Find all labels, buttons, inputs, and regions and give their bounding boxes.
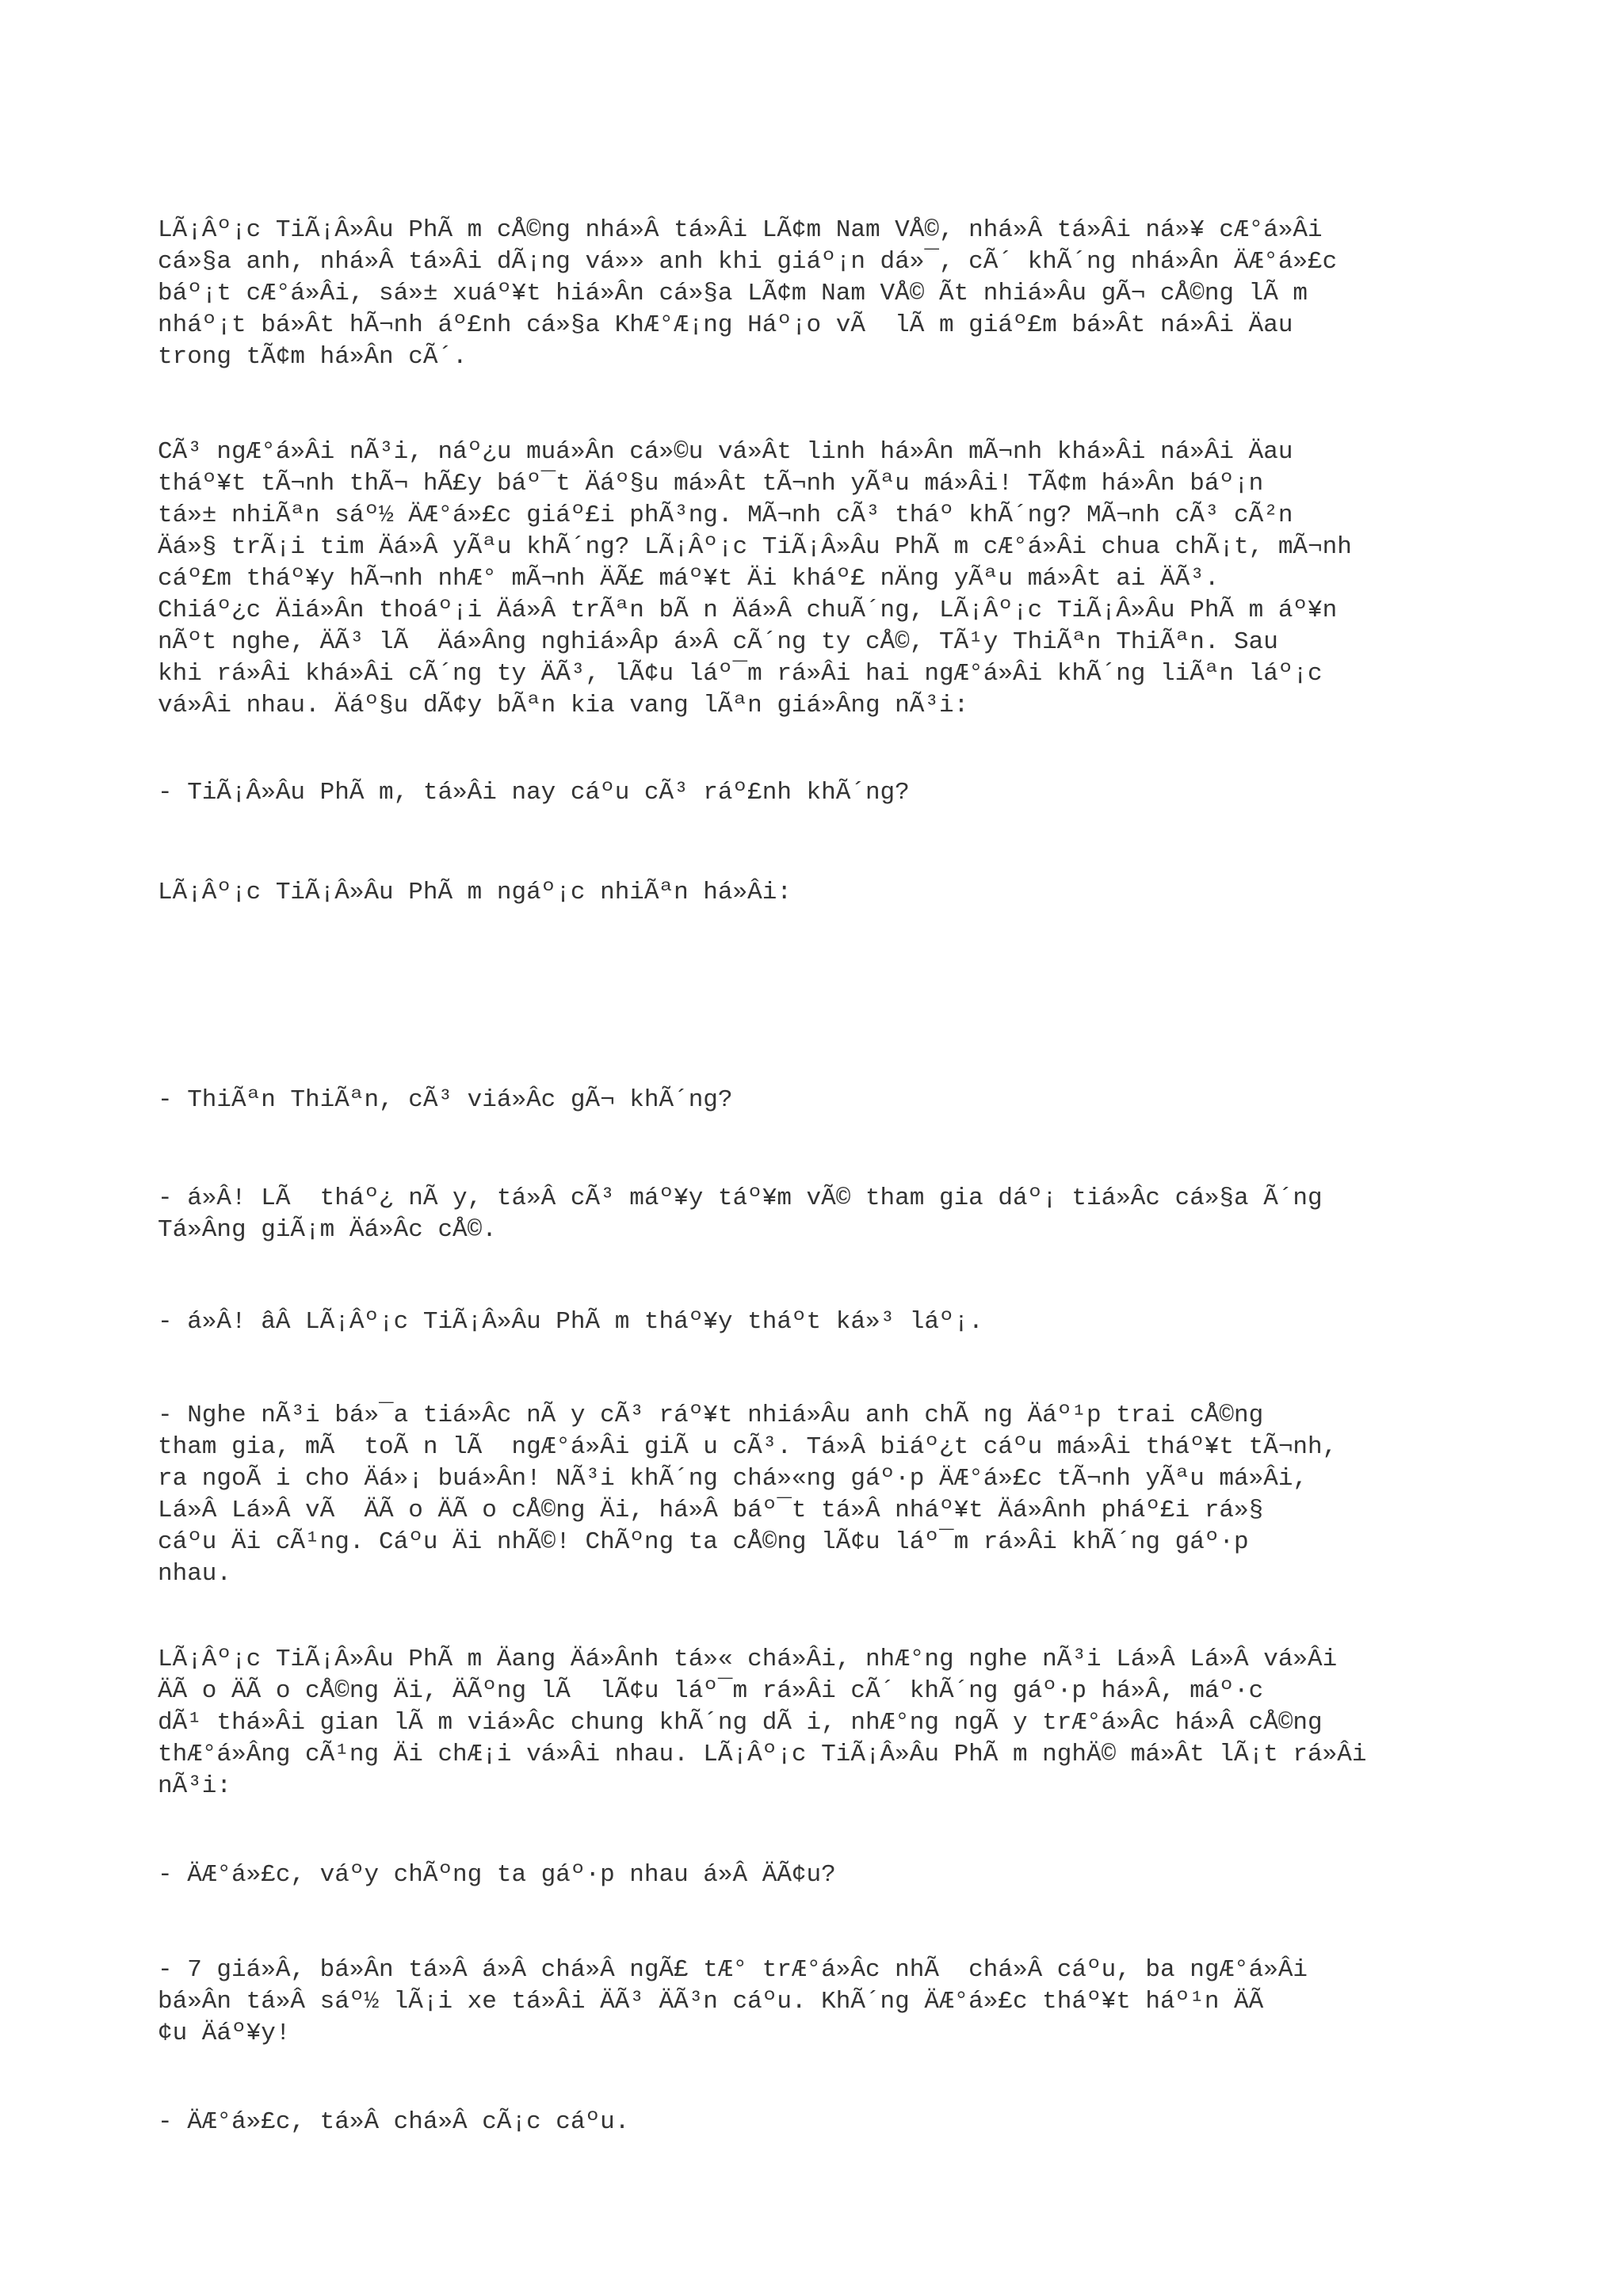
- paragraph-5: - ThiÃªn ThiÃªn, cÃ³ viá»Âc gÃ¬ khÃ´ng?: [158, 1086, 733, 1114]
- paragraph-11: - 7 giá»Â, bá»Ân tá»Â á»Â chá»Â ngÃ£ tÆ° trÆ°á»Âc nhÃ chá»Â cáºu, ba ngÆ°á»Âi bá»Ân tá»Â sáº½ lÃ¡i xe tá»Âi ÄÃ³ ÄÃ³n cáºu. KhÃ´ng ÄÆ°á»£c tháº¥t háº¹n ÄÃ ¢u Äáº¥y!: [158, 1956, 1308, 2047]
- paragraph-4: LÃ¡Âº¡c TiÃ¡Â»Âu PhÃ m ngáº¡c nhiÃªn há»Âi:: [158, 879, 792, 906]
- paragraph-9: LÃ¡Âº¡c TiÃ¡Â»Âu PhÃ m Äang Äá»Ânh tá»« chá»Âi, nhÆ°ng nghe nÃ³i Lá»Â Lá»Â vá»Âi ÄÃ o ÄÃ o cÅ©ng Äi, ÄÃºng lÃ lÃ¢u láº¯m rá»Âi cÃ´ khÃ´ng gáº·p há»Â, máº·c dÃ¹ thá»Âi gian lÃ m viá»Âc chung khÃ´ng dÃ i, nhÆ°ng ngÃ y trÆ°á»Âc há»Â cÅ©ng thÆ°á»Âng cÃ¹ng Äi chÆ¡i vá»Âi nhau. LÃ¡Âº¡c TiÃ¡Â»Âu PhÃ m nghÄ© má»Ât lÃ¡t rá»Âi nÃ³i:: [158, 1646, 1367, 1800]
- paragraph-3: - TiÃ¡Â»Âu PhÃ m, tá»Âi nay cáºu cÃ³ ráº£nh khÃ´ng?: [158, 779, 910, 807]
- paragraph-12: - ÄÆ°á»£c, tá»Â chá»Â cÃ¡c cáºu.: [158, 2108, 630, 2136]
- paragraph-1: LÃ¡Âº¡c TiÃ¡Â»Âu PhÃ m cÅ©ng nhá»Â tá»Âi LÃ¢m Nam VÅ©, nhá»Â tá»Âi ná»¥ cÆ°á»Âi cá»§a anh, nhá»Â tá»Âi dÃ¡ng vá»» anh khi giáº¡n dá»¯, cÃ´ khÃ´ng nhá»Ân ÄÆ°á»£c báº¡t cÆ°á»Âi, sá»± xuáº¥t hiá»Ân cá»§a LÃ¢m Nam VÅ© Ãt nhiá»Âu gÃ¬ cÅ©ng lÃ m nháº¡t bá»Ât hÃ¬nh áº£nh cá»§a KhÆ°Æ¡ng Háº¡o vÃ lÃ m giáº£m bá»Ât ná»Âi Äau trong tÃ¢m há»Ân cÃ´.: [158, 216, 1338, 371]
- paragraph-10: - ÄÆ°á»£c, váºy chÃºng ta gáº·p nhau á»Â ÄÃ¢u?: [158, 1861, 836, 1889]
- paragraph-8: - Nghe nÃ³i bá»¯a tiá»Âc nÃ y cÃ³ ráº¥t nhiá»Âu anh chÃ ng Äáº¹p trai cÅ©ng tham gia, mÃ toÃ n lÃ ngÆ°á»Âi giÃ u cÃ³. Tá»Â biáº¿t cáºu má»Âi tháº¥t tÃ¬nh, ra ngoÃ i cho Äá»¡ buá»Ân! NÃ³i khÃ´ng chá»«ng gáº·p ÄÆ°á»£c tÃ¬nh yÃªu má»Âi, Lá»Â Lá»Â vÃ ÄÃ o ÄÃ o cÅ©ng Äi, há»Â báº¯t tá»Â nháº¥t Äá»Ânh pháº£i rá»§ cáºu Äi cÃ¹ng. Cáºu Äi nhÃ©! ChÃºng ta cÅ©ng lÃ¢u láº¯m rá»Âi khÃ´ng gáº·p nhau.: [158, 1402, 1338, 1588]
- paragraph-6: - á»Â! LÃ tháº¿ nÃ y, tá»Â cÃ³ máº¥y táº¥m vÃ© tham gia dáº¡ tiá»Âc cá»§a Ã´ng Tá»Âng giÃ¡m Äá»Âc cÅ©.: [158, 1184, 1323, 1244]
- paragraph-2: CÃ³ ngÆ°á»Âi nÃ³i, náº¿u muá»Ân cá»©u vá»Ât linh há»Ân mÃ¬nh khá»Âi ná»Âi Äau tháº¥t tÃ¬nh thÃ¬ hÃ£y báº¯t Äáº§u má»Ât tÃ¬nh yÃªu má»Âi! TÃ¢m há»Ân báº¡n tá»± nhiÃªn sáº½ ÄÆ°á»£c giáº£i phÃ³ng. MÃ¬nh cÃ³ tháº khÃ´ng? MÃ¬nh cÃ³ cÃ²n Äá»§ trÃ¡i tim Äá»Â yÃªu khÃ´ng? LÃ¡Âº¡c TiÃ¡Â»Âu PhÃ m cÆ°á»Âi chua chÃ¡t, mÃ¬nh cáº£m tháº¥y hÃ¬nh nhÆ° mÃ¬nh ÄÃ£ máº¥t Äi kháº£ nÄng yÃªu má»Ât ai ÄÃ³. Chiáº¿c Äiá»Ân thoáº¡i Äá»Â trÃªn bÃ n Äá»Â chuÃ´ng, LÃ¡Âº¡c TiÃ¡Â»Âu PhÃ m áº¥n nÃºt nghe, ÄÃ³ lÃ Äá»Âng nghiá»Âp á»Â cÃ´ng ty cÅ©, TÃ¹y ThiÃªn ThiÃªn. Sau khi rá»Âi khá»Âi cÃ´ng ty ÄÃ³, lÃ¢u láº¯m rá»Âi hai ngÆ°á»Âi khÃ´ng liÃªn láº¡c vá»Âi nhau. Äáº§u dÃ¢y bÃªn kia vang lÃªn giá»Âng nÃ³i:: [158, 438, 1352, 719]
- paragraph-7: - á»Â! âÂ LÃ¡Âº¡c TiÃ¡Â»Âu PhÃ m tháº¥y tháºt ká»³ láº¡.: [158, 1308, 983, 1336]
